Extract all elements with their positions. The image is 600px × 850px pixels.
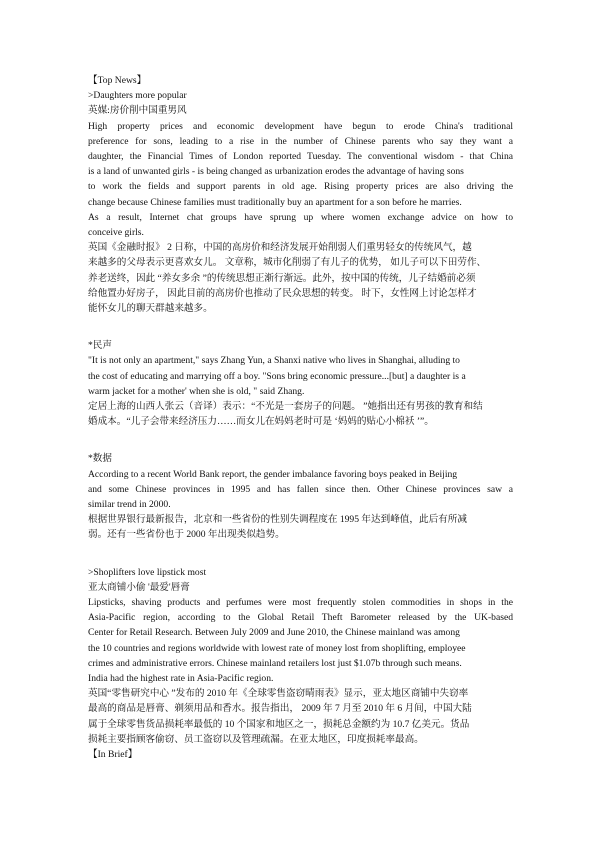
shoplifters-cn-line: 英国“零售研究中心 ”发布的 2010 年《全球零售盗窃晴雨表》显示，亚太地区商铺中失窃率	[88, 688, 469, 700]
in-brief-header: 【In Brief】	[88, 749, 138, 760]
daughters-cn-line: 养老送终，因此 “养女多余 ”的传统思想正渐行渐远。此外，按中国的传统，儿子结婚前必须	[88, 272, 476, 284]
shoplifters-title-en: >Shoplifters love lipstick most	[88, 566, 207, 578]
daughters-en-line: High property prices and economic development have begun to erode China's traditional	[88, 120, 513, 132]
daughters-cn-line: 英国《金融时报》 2 日称，中国的高房价和经济发展开始削弱人们重男轻女的传统风气，越	[88, 242, 472, 254]
voice-cn-line: 婚成本。“儿子会带来经济压力……而女儿在妈妈老时可是 ‘妈妈的贴心小棉袄 ’”。	[88, 416, 434, 428]
daughters-cn-line: 能怀女儿的聊天群越来越多。	[88, 302, 213, 314]
shoplifters-cn-line: 损耗主要指顾客偷窃、员工盗窃以及管理疏漏。在亚太地区，印度损耗率最高。	[88, 733, 424, 745]
shoplifters-en-line: the 10 countries and regions worldwide with lowest rate of money lost from shoplifting, employee	[88, 642, 466, 654]
daughters-en-line: change because Chinese families must traditionally buy an apartment for a son before he marries.	[88, 196, 462, 208]
data-cn-line: 弱。还有一些省份也于 2000 年出现类似趋势。	[88, 529, 285, 541]
data-cn-line: 根据世界银行最新报告，北京和一些省份的性别失调程度在 1995 年达到峰值，此后有所减	[88, 514, 467, 526]
shoplifters-en-line: Center for Retail Research. Between July 2009 and June 2010, the Chinese mainland was among	[88, 627, 460, 639]
data-en-line: and some Chinese provinces in 1995 and has fallen since then. Other Chinese provinces saw a	[88, 483, 513, 495]
daughters-en-line: preference for sons, leading to a rise in the number of Chinese parents who say they want a	[88, 135, 513, 147]
document-page	[88, 73, 513, 762]
voice-en-line: "It is not only an apartment," says Zhang Yun, a Shanxi native who lives in Shanghai, alluding to	[88, 355, 460, 367]
voice-en-line: the cost of educating and marrying off a boy. "Sons bring economic pressure...[but] a daughter is a	[88, 370, 466, 382]
daughters-en-line: to work the fields and support parents in old age. Rising property prices are also driving the	[88, 181, 513, 193]
shoplifters-cn-line: 最高的商品是唇膏、剃须用品和香水。报告指出， 2009 年 7 月至 2010 年 6 月间，中国大陆	[88, 703, 472, 715]
daughters-cn-line: 来越多的父母表示更喜欢女儿。 文章称，城市化削弱了有儿子的优势， 如儿子可以下田劳作、	[88, 257, 487, 269]
daughters-en-line: conceive girls.	[88, 226, 144, 238]
shoplifters-cn-line: 属于全球零售货品损耗率最低的 10 个国家和地区之一，损耗总金额约为 10.7 亿美元。货品	[88, 718, 470, 730]
daughters-title-cn: 英媒:房价削中国重男风	[88, 105, 187, 117]
voice-en-line: warm jacket for a mother' when she is old, " said Zhang.	[88, 385, 305, 397]
shoplifters-en-line: India had the highest rate in Asia-Pacific region.	[88, 672, 274, 684]
shoplifters-en-line: Lipsticks, shaving products and perfumes were most frequently stolen commodities in shops in the	[88, 597, 513, 608]
data-header: *数据	[88, 453, 112, 465]
daughters-en-line: As a result, Internet chat groups have sprung up where women exchange advice on how to	[88, 211, 513, 223]
daughters-en-line: is a land of unwanted girls - is being changed as urbanization erodes the advantage of having sons	[88, 166, 464, 178]
voice-cn-line: 定居上海的山西人张云（音译）表示：“不光是一套房子的问题。 ”她指出还有男孩的教育和结	[88, 400, 483, 412]
data-en-line: similar trend in 2000.	[88, 498, 171, 510]
daughters-title-en: >Daughters more popular	[88, 90, 187, 102]
data-en-line: According to a recent World Bank report, the gender imbalance favoring boys peaked in Beijing	[88, 468, 458, 480]
top-news-header: 【Top News】	[88, 75, 147, 86]
daughters-cn-line: 给他置办好房子， 因此目前的高房价也推动了民众思想的转变。 时下，女性网上讨论怎样才	[88, 287, 477, 299]
shoplifters-en-line: crimes and administrative errors. Chinese mainland retailers lost just $1.07b through such means.	[88, 657, 462, 669]
voice-header: *民声	[88, 340, 112, 352]
shoplifters-en-line: Asia-Pacific region, according to the Global Retail Theft Barometer released by the UK-based	[88, 612, 513, 624]
daughters-en-line: daughter, the Financial Times of London reported Tuesday. The conventional wisdom - that China	[88, 150, 513, 162]
shoplifters-title-cn: 亚太商铺小偷 '最爱'唇膏	[88, 581, 190, 593]
